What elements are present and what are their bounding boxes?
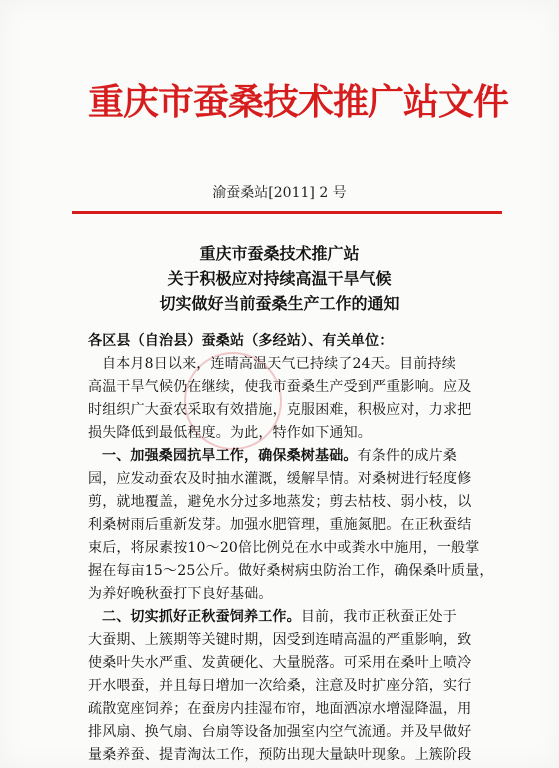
- notice-title: [0, 241, 559, 316]
- body-lines: [88, 353, 494, 767]
- body-line: 利桑树雨后重新发芽。加强水肥管理，重施氮肥。在正秋蚕结: [88, 517, 472, 533]
- notice-title-line-2: 关于积极应对持续高温干旱气候: [167, 269, 392, 288]
- section-heading: 一、加强桑园抗旱工作，确保桑树基础。: [102, 448, 358, 464]
- org-header-title: 重庆市蚕桑技术推广站文件: [88, 82, 509, 123]
- body-line: [88, 606, 478, 629]
- body-line: [88, 445, 478, 468]
- body-line: 园，应发动蚕农及时抽水灌溉，缓解旱情。对桑树进行轻度修: [88, 471, 472, 487]
- body-line: 量桑养蚕、提青淘汰工作，预防出现大量缺叶现象。上簇阶段: [88, 747, 472, 763]
- body-line: 大蚕期、上簇期等关键时期，因受到连晴高温的严重影响，致: [88, 632, 472, 648]
- body-line: 开水喂蚕，并且每日增加一次给桑，注意及时扩座分箔，实行: [88, 678, 472, 694]
- body-line: 剪，就地覆盖，避免水分过多地蒸发；剪去枯枝、弱小枝，以: [88, 494, 472, 510]
- body-line: 为养好晚秋蚕打下良好基础。: [88, 586, 273, 602]
- body-line: 自本月8日以来，连晴高温天气已持续了24天。目前持续: [102, 356, 456, 372]
- salutation: 各区县（自治县）蚕桑站（多经站）、有关单位：: [88, 333, 394, 349]
- body-line: 疏散宽座饲养；在蚕房内挂湿布帘，地面洒凉水增湿降温，用: [88, 701, 472, 717]
- notice-body: [88, 330, 494, 767]
- notice-title-line-3: 切实做好当前蚕桑生产工作的通知: [159, 294, 400, 313]
- body-line: 握在每亩15～25公斤。做好桑树病虫防治工作，确保桑叶质量，: [88, 563, 494, 579]
- body-line: 损失降低到最低程度。为此，特作如下通知。: [88, 425, 372, 441]
- body-line: 束后，将尿素按10～20倍比例兑在水中或粪水中施用，一般掌: [88, 540, 480, 556]
- document-number: 渝蚕桑站[2011] 2 号: [212, 185, 347, 201]
- body-line: 高温干旱气候仍在继续，使我市蚕桑生产受到严重影响。应及: [88, 379, 472, 395]
- body-line: 使桑叶失水严重、发黄硬化、大量脱落。可采用在桑叶上喷冷: [88, 655, 472, 671]
- section-lead-text: 有条件的成片桑: [357, 448, 458, 464]
- body-line: 排风扇、换气扇、台扇等设备加强室内空气流通。并及早做好: [88, 724, 472, 740]
- section-lead-text: 目前，我市正秋蚕正处于: [300, 609, 458, 625]
- body-line: 时组织广大蚕农采取有效措施，克服困难，积极应对，力求把: [88, 402, 472, 418]
- notice-title-line-1: 重庆市蚕桑技术推广站: [199, 244, 360, 263]
- section-heading: 二、切实抓好正秋蚕饲养工作。: [102, 609, 301, 625]
- red-separator-line: [72, 211, 502, 214]
